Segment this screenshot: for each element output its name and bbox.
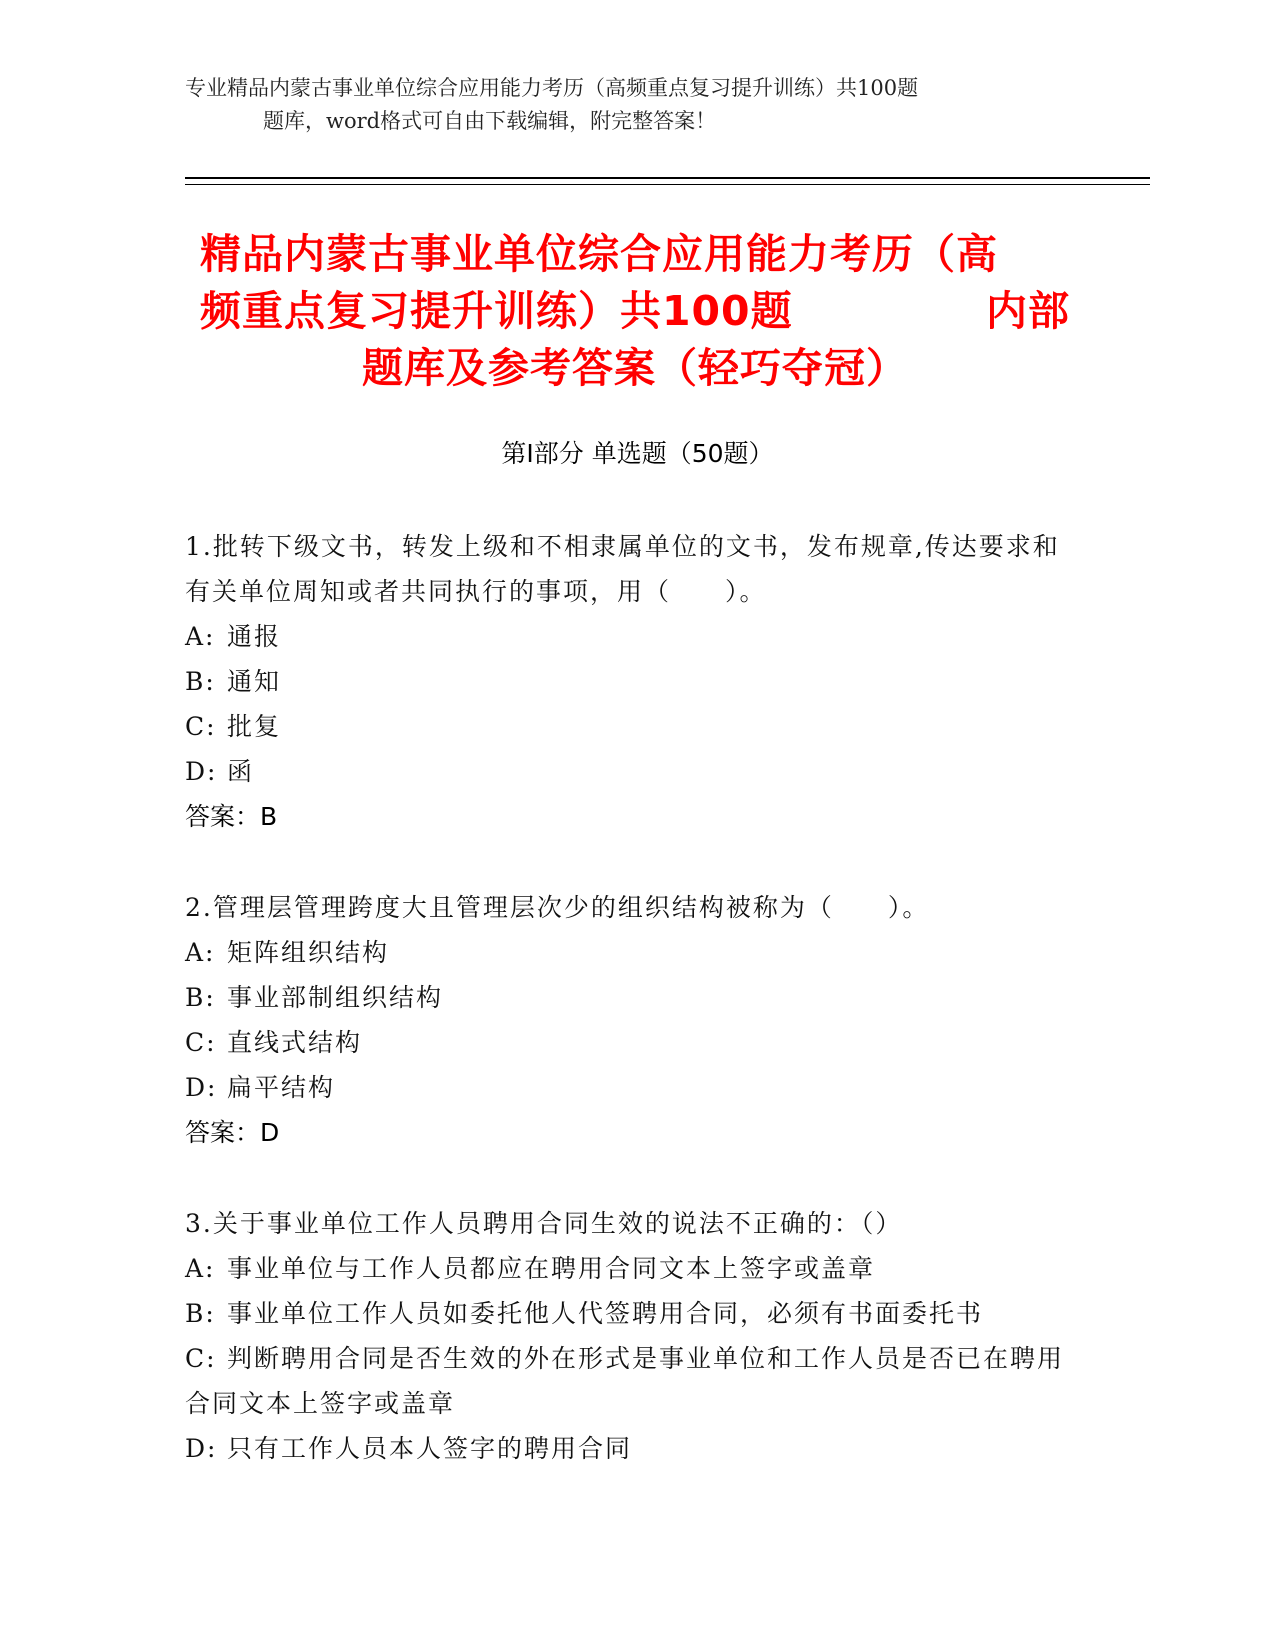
option-text: 只有工作人员本人签字的聘用合同: [227, 1434, 633, 1463]
option-letter: A:: [185, 938, 216, 967]
option-letter: B:: [185, 983, 216, 1012]
header-note-line-2: 题库，word格式可自由下载编辑，附完整答案！: [263, 109, 717, 133]
title-line-1: 精品内蒙古事业单位综合应用能力考历（高: [200, 230, 998, 278]
document-title: [200, 226, 1070, 397]
option-d: [185, 749, 1065, 794]
option-letter: D:: [185, 757, 218, 786]
document-header-note: [185, 72, 1065, 138]
option-c: [185, 1020, 1065, 1065]
option-letter: A:: [185, 1254, 216, 1283]
title-line-2-right: 内部: [986, 287, 1070, 335]
option-letter: B:: [185, 1299, 216, 1328]
question-1: [185, 524, 1065, 839]
question-stem: 1.批转下级文书，转发上级和不相隶属单位的文书，发布规章,传达要求和有关单位周知或者共同执行的事项，用（ ）。: [185, 532, 1060, 606]
option-c: [185, 704, 1065, 749]
option-text: 直线式结构: [227, 1028, 363, 1057]
option-text: 批复: [227, 712, 282, 741]
option-text: 通知: [227, 667, 282, 696]
option-letter: B:: [185, 667, 216, 696]
option-d: [185, 1065, 1065, 1110]
option-b: [185, 659, 1065, 704]
option-b: [185, 975, 1065, 1020]
option-text: 矩阵组织结构: [227, 938, 390, 967]
option-text: 事业单位与工作人员都应在聘用合同文本上签字或盖章: [227, 1254, 876, 1283]
option-text: 事业部制组织结构: [227, 983, 444, 1012]
option-d: [185, 1426, 1065, 1471]
option-letter: C:: [185, 712, 217, 741]
header-note-line-1: 专业精品内蒙古事业单位综合应用能力考历（高频重点复习提升训练）共100题: [185, 76, 919, 100]
option-a: [185, 614, 1065, 659]
option-c: [185, 1336, 1065, 1426]
option-a: [185, 930, 1065, 975]
option-text: 通报: [227, 622, 282, 651]
title-line-2: [200, 283, 1070, 340]
option-letter: C:: [185, 1028, 217, 1057]
question-2: [185, 885, 1065, 1155]
option-text: 函: [227, 757, 255, 786]
option-text: 扁平结构: [227, 1073, 336, 1102]
answer-line: 答案：D: [185, 1118, 280, 1147]
title-line-2-left: 频重点复习提升训练）共100题: [200, 287, 793, 335]
question-list: [185, 524, 1065, 1517]
answer-line: 答案：B: [185, 802, 278, 831]
section-heading: 第Ⅰ部分 单选题（50题）: [501, 439, 774, 468]
question-stem: 3.关于事业单位工作人员聘用合同生效的说法不正确的：（）: [185, 1209, 903, 1238]
option-letter: D:: [185, 1434, 218, 1463]
question-stem: 2.管理层管理跨度大且管理层次少的组织结构被称为（ ）。: [185, 893, 930, 922]
header-rule-thin: [185, 184, 1150, 185]
option-letter: D:: [185, 1073, 218, 1102]
option-letter: C:: [185, 1344, 217, 1373]
option-letter: A:: [185, 622, 216, 651]
option-text: 判断聘用合同是否生效的外在形式是事业单位和工作人员是否已在聘用合同文本上签字或盖章: [185, 1344, 1065, 1418]
option-text: 事业单位工作人员如委托他人代签聘用合同，必须有书面委托书: [227, 1299, 984, 1328]
option-b: [185, 1291, 1065, 1336]
header-rule-thick: [185, 177, 1150, 179]
option-a: [185, 1246, 1065, 1291]
title-line-3: 题库及参考答案（轻巧夺冠）: [362, 344, 908, 392]
question-3: [185, 1201, 1065, 1471]
